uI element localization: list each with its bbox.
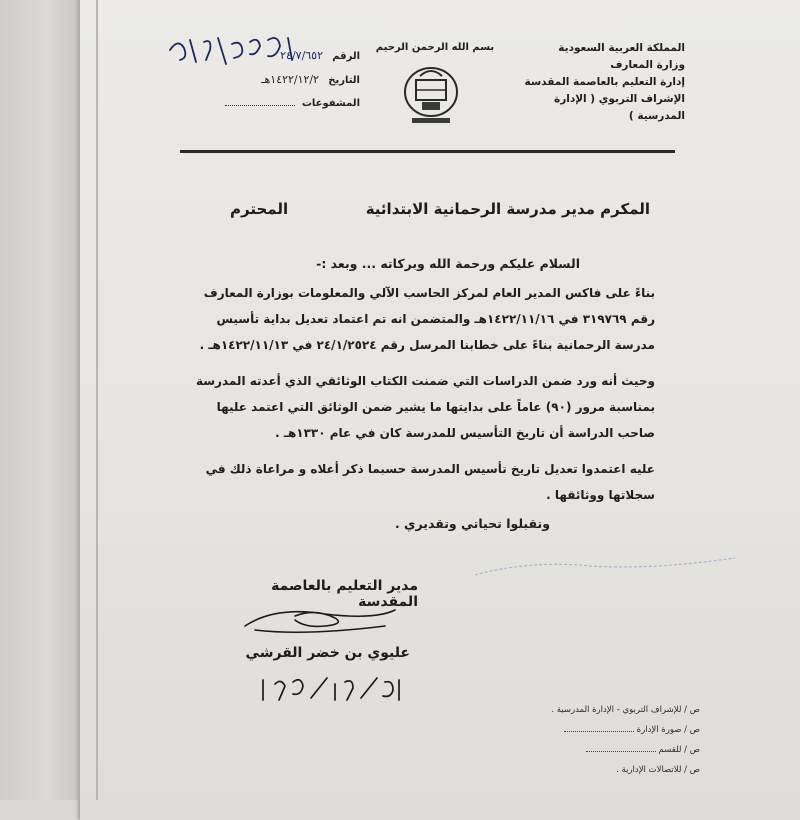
header-line-department: الإشراف التربوي ( الإدارة المدرسية ) bbox=[554, 93, 685, 122]
body-paragraph-2: وحيث أنه ورد ضمن الدراسات التي ضمنت الكتاب الوثائقي الذي أعدته المدرسة بمناسبة مرور (٩٠) عاماً على بدايتها ما يشير ضمن الوثائق التي اعتمد عليها صاحب الدراسة أن تاريخ التأسيس للمدرسة كان في عام ١٣٣٠هـ . bbox=[195, 374, 655, 440]
binder-background bbox=[0, 0, 78, 800]
recipient-name: المكرم مدير مدرسة الرحمانية الابتدائية bbox=[365, 200, 650, 218]
date-row bbox=[190, 68, 360, 92]
attachments-dots bbox=[225, 105, 295, 106]
ministry-header bbox=[510, 40, 685, 125]
cc-list bbox=[510, 700, 700, 780]
reference-block bbox=[190, 44, 360, 116]
header-line-ministry: وزارة المعارف bbox=[610, 59, 685, 71]
handwritten-date bbox=[255, 672, 405, 704]
header-line-country: المملكة العربية السعودية bbox=[558, 42, 685, 54]
cc-item: ص / للقسم bbox=[510, 740, 700, 760]
faint-blue-scribble bbox=[470, 540, 740, 600]
cc-item: ص / للإشراف التربوي - الإدارة المدرسية . bbox=[551, 705, 700, 715]
ref-value: ٢٤/٧/٦٥٢ bbox=[280, 49, 324, 62]
ref-label: الرقم bbox=[332, 51, 360, 62]
date-value: ١٤٢٢/١٢/٢هـ bbox=[261, 73, 320, 86]
date-label: التاريخ bbox=[328, 75, 360, 86]
attachments-row bbox=[190, 92, 360, 116]
closing-line: وتقبلوا تحياتي وتقديري . bbox=[394, 516, 550, 531]
cc-item: ص / صورة الإدارة bbox=[510, 720, 700, 740]
header-divider bbox=[180, 150, 675, 153]
signatory-title: مدير التعليم بالعاصمة المقدسة bbox=[271, 578, 418, 610]
page-edge-line bbox=[96, 0, 98, 800]
greeting: السلام عليكم ورحمة الله وبركاته ... وبعد :- bbox=[316, 256, 580, 271]
body-paragraph-1: بناءً على فاكس المدير العام لمركز الحاسب الآلي والمعلومات بوزارة المعارف رقم ٣١٩٧٦٩ في ١٤٢٢/١١/١٦هـ والمتضمن انه تم اعتماد تعديل بداية تأسيس مدرسة الرحمانية بناءً على خطابنا المرسل رقم ٢٤/١/٢٥٢٤ في ١٤٢٢/١١/١٣هـ . bbox=[199, 286, 655, 352]
cc-item: ص / للاتصالات الإدارية . bbox=[616, 765, 700, 775]
attachments-label: المشفوعات bbox=[301, 98, 360, 109]
body-paragraph-3: عليه اعتمدوا تعديل تاريخ تأسيس المدرسة حسبما ذكر أعلاه و مراعاة ذلك في سجلاتها ووثائقها . bbox=[205, 462, 655, 502]
signatory-name: عليوي بن خضر القرشي bbox=[245, 645, 410, 661]
ministry-emblem-icon bbox=[398, 62, 464, 126]
handwritten-signature bbox=[235, 596, 405, 646]
basmala: بسم الله الرحمن الرحيم bbox=[375, 42, 495, 53]
recipient-honorific: المحترم bbox=[230, 200, 289, 218]
ref-row bbox=[190, 44, 360, 68]
header-line-directorate: إدارة التعليم بالعاصمة المقدسة bbox=[524, 76, 685, 88]
